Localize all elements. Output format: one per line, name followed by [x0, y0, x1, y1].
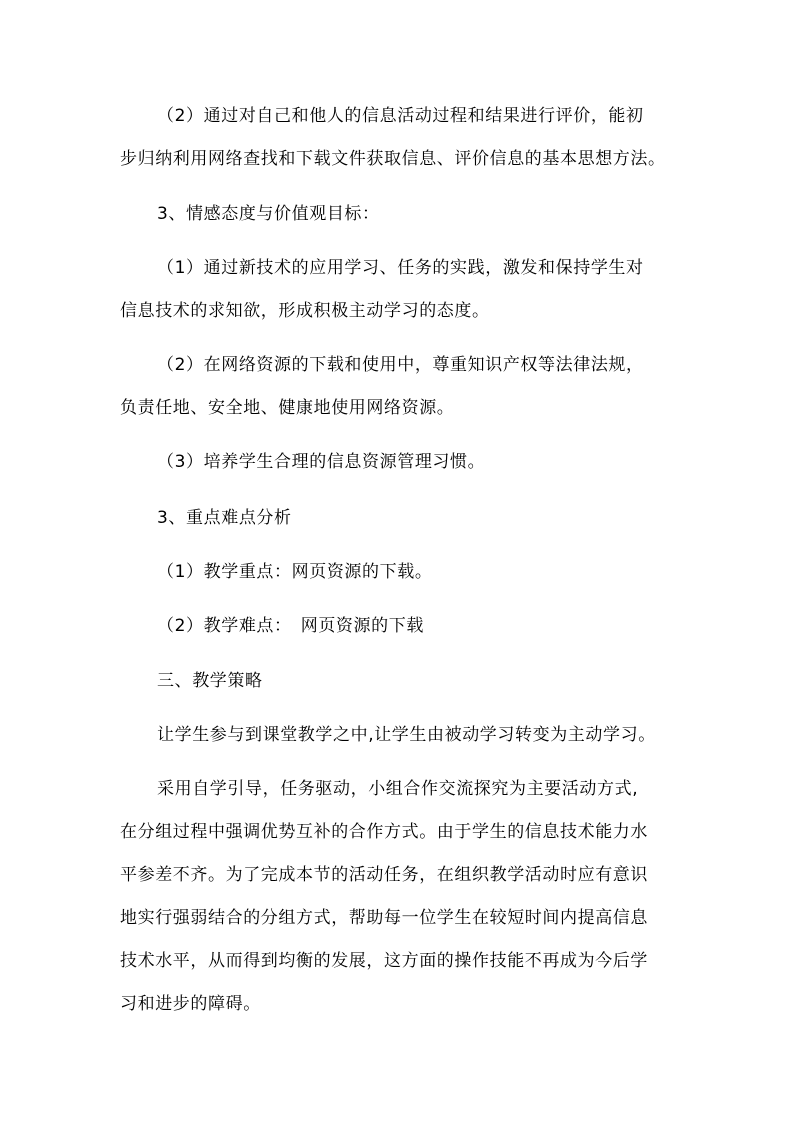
- paragraph-line: 习和进步的障碍。: [120, 994, 261, 1014]
- section-heading: 3、重点难点分析: [157, 508, 292, 528]
- section-heading: 三、教学策略: [157, 671, 263, 691]
- paragraph-line: （2）教学难点： 网页资源的下载: [157, 616, 424, 636]
- paragraph-line: 地实行强弱结合的分组方式，帮助每一位学生在较短时间内提高信息: [120, 908, 648, 928]
- paragraph-line: 平参差不齐。为了完成本节的活动任务，在组织教学活动时应有意识: [120, 865, 648, 885]
- paragraph-line: 在分组过程中强调优势互补的合作方式。由于学生的信息技术能力水: [120, 822, 648, 842]
- paragraph-line: （2）通过对自己和他人的信息活动过程和结果进行评价，能初: [157, 106, 644, 126]
- paragraph-line: 采用自学引导，任务驱动，小组合作交流探究为主要活动方式,: [157, 779, 639, 799]
- paragraph-line: （3）培养学生合理的信息资源管理习惯。: [157, 452, 486, 472]
- paragraph-line: （2）在网络资源的下载和使用中，尊重知识产权等法律法规，: [157, 355, 644, 375]
- section-heading: 3、情感态度与价值观目标：: [157, 204, 380, 224]
- paragraph-line: 负责任地、安全地、健康地使用网络资源。: [120, 398, 455, 418]
- paragraph-line: 信息技术的求知欲，形成积极主动学习的态度。: [120, 301, 490, 321]
- paragraph-line: （1）教学重点：网页资源的下载。: [157, 562, 433, 582]
- paragraph-line: （1）通过新技术的应用学习、任务的实践，激发和保持学生对: [157, 258, 644, 278]
- paragraph-line: 让学生参与到课堂教学之中,让学生由被动学习转变为主动学习。: [157, 725, 656, 745]
- paragraph-line: 步归纳利用网络查找和下载文件获取信息、评价信息的基本思想方法。: [120, 149, 666, 169]
- paragraph-line: 技术水平，从而得到均衡的发展，这方面的操作技能不再成为今后学: [120, 951, 648, 971]
